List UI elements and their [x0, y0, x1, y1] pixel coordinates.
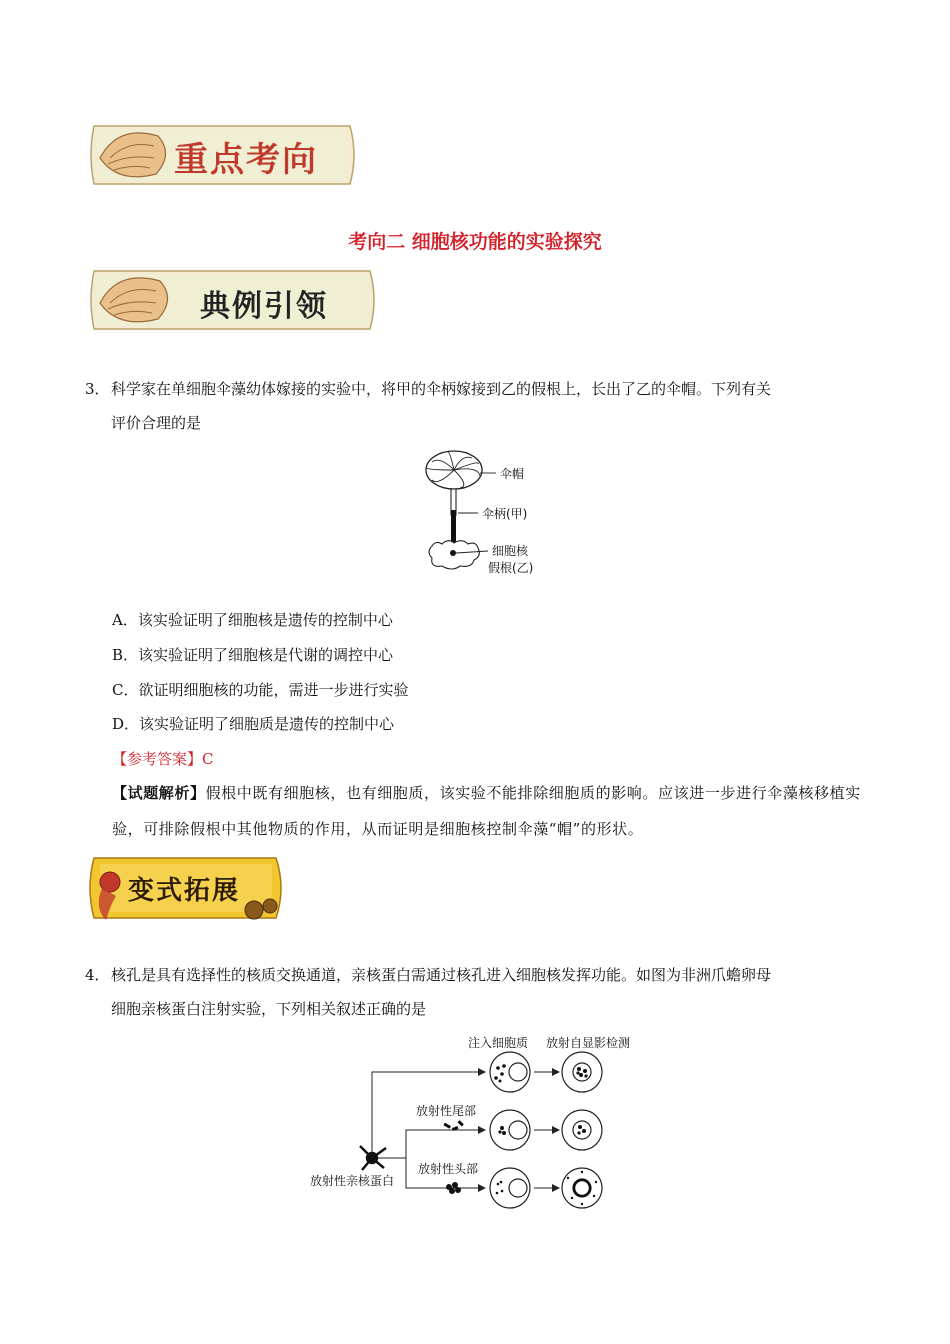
rhizoid-label: 假根(乙)	[488, 561, 534, 575]
question-number: 3．	[85, 380, 110, 398]
banner-variant	[86, 848, 286, 928]
banner-key-direction	[88, 118, 358, 192]
autoradiography-label: 放射自显影检测	[546, 1036, 631, 1050]
analysis-label: 【试题解析】	[112, 784, 206, 802]
banner-variant-label: 变式拓展	[128, 876, 241, 906]
cap-label: 伞帽	[500, 467, 525, 481]
banner-example	[88, 263, 378, 337]
radioactive-head-label: 放射性头部	[418, 1162, 479, 1176]
protein-injection-figure	[306, 1032, 646, 1212]
option-c: C．欲证明细胞核的功能，需进一步进行实验	[112, 681, 409, 699]
nucleus-label: 细胞核	[492, 544, 529, 558]
tail-fragments-icon	[443, 1120, 463, 1131]
radioactive-protein-label: 放射性亲核蛋白	[310, 1174, 395, 1188]
coin-icon	[245, 901, 263, 919]
question-stem-line: 核孔是具有选择性的核质交换通道，亲核蛋白需通过核孔进入细胞核发挥功能。如图为非洲爪蟾卵母	[111, 966, 772, 984]
reference-answer	[112, 748, 214, 769]
stalk-shape	[451, 510, 456, 542]
option-b: B．该实验证明了细胞核是代谢的调控中心	[112, 646, 394, 664]
option-d: D．该实验证明了细胞质是遗传的控制中心	[112, 715, 395, 733]
section-title: 考向二 细胞核功能的实验探究	[348, 231, 602, 253]
radioactive-tail-label: 放射性尾部	[416, 1104, 477, 1118]
acetabularia-figure	[420, 448, 580, 578]
answer-value: C	[202, 750, 214, 768]
question-4-stem	[85, 958, 865, 1028]
question-number: 4．	[85, 966, 110, 984]
question-stem-line: 细胞亲核蛋白注射实验，下列相关叙述正确的是	[111, 1000, 427, 1018]
analysis-text: 假根中既有细胞核，也有细胞质，该实验不能排除细胞质的影响。应该进一步进行伞藻核移植实验，可排除假根中其他物质的作用，从而证明是细胞核控制伞藻“帽”的形状。	[112, 784, 861, 838]
option-a: A．该实验证明了细胞核是遗传的控制中心	[112, 611, 393, 629]
nucleus-dot	[450, 550, 456, 556]
stalk-label: 伞柄(甲)	[482, 507, 528, 521]
question-stem-line: 评价合理的是	[111, 414, 202, 432]
question-3-stem	[85, 372, 865, 442]
inject-cytoplasm-label: 注入细胞质	[468, 1036, 529, 1050]
banner-example-label: 典例引领	[200, 289, 328, 324]
analysis	[112, 775, 862, 847]
answer-label: 【参考答案】	[112, 750, 203, 768]
question-stem-line: 科学家在单细胞伞藻幼体嫁接的实验中，将甲的伞柄嫁接到乙的假根上，长出了乙的伞帽。下列有关	[111, 380, 772, 398]
banner-key-direction-label: 重点考向	[174, 140, 318, 180]
